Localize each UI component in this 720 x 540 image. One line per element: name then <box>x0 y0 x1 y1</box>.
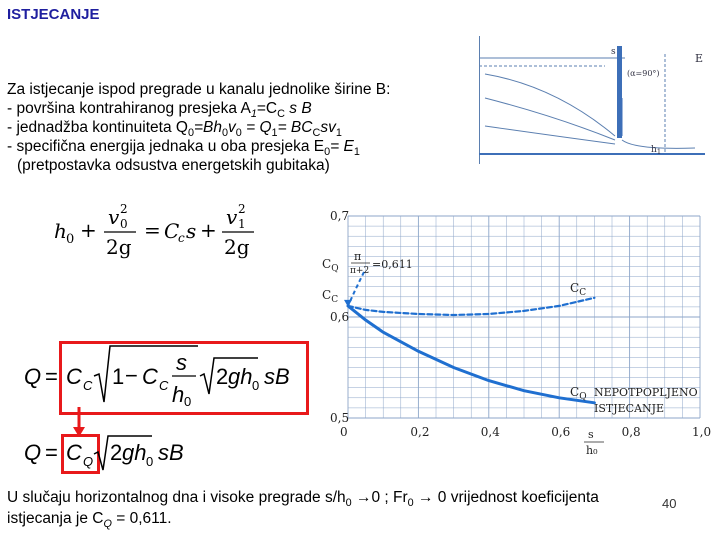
x-tick-label: 0,6 <box>551 425 571 439</box>
cq-curve-text2: ISTJECANJE <box>594 402 665 415</box>
x-tick-label: 0,2 <box>410 425 430 439</box>
y-tick-label: 0,6 <box>330 310 350 324</box>
bullet-area-rest: =C <box>256 100 278 117</box>
eq-v1: v <box>226 205 238 229</box>
diagram-h1-label: $h_1$ <box>651 145 662 156</box>
bullet-continuity-text: - jednadžba kontinuiteta Q <box>7 119 188 136</box>
eq-cc: C <box>164 219 180 243</box>
eq2-eq: = <box>45 364 58 389</box>
bc-t4: = BC <box>277 119 313 136</box>
eq2-h: h <box>172 382 185 407</box>
eq-plus: + <box>80 218 97 242</box>
bullet-area-sub1: 1 <box>250 108 257 121</box>
sluice-gate-diagram <box>455 36 717 166</box>
eq2-c2: C <box>142 364 158 389</box>
eq-h0: h <box>54 219 67 243</box>
eq3-eq: = <box>45 440 58 465</box>
eq3-gh: gh <box>122 440 147 465</box>
bullet-energy <box>7 137 360 159</box>
diagram-s-label: s <box>611 47 616 57</box>
bullet-area-text: - površina kontrahiranog presjeka A <box>7 100 251 117</box>
bullet-energy-text: - specifična energija jednaka u oba presjeka E <box>7 138 325 155</box>
bc-s1: 0 <box>187 127 194 140</box>
discharge-equation-cq <box>20 430 220 474</box>
xlabel-den: h₀ <box>586 444 598 457</box>
cq-axis-label: $C_Q$ <box>322 257 339 274</box>
cq-const-value: =0,611 <box>372 258 413 271</box>
eq2-h-sub: 0 <box>184 394 192 409</box>
eq-v0: v <box>108 205 120 229</box>
bullet-area <box>7 99 312 121</box>
eq-v0-sub: 0 <box>120 217 128 231</box>
coefficient-chart <box>318 200 720 462</box>
cc-axis-label: $C_C$ <box>322 288 339 305</box>
cq-curve-label: $C_Q$ <box>570 385 587 402</box>
bc-s5: C <box>312 127 321 140</box>
footer-l1-sub2: 0 <box>407 497 414 510</box>
eq-cc-sub: c <box>178 231 185 245</box>
slide-title: ISTJECANJE <box>7 6 100 23</box>
bc-s3: 0 <box>235 127 242 140</box>
eq2-gh: gh <box>228 364 253 389</box>
footer-l1-b: →0 ; Fr <box>351 489 408 506</box>
xlabel-num: s <box>588 428 594 441</box>
eq3-2: 2 <box>110 440 123 465</box>
eq2-2g: 2 <box>216 364 229 389</box>
x-tick-label: 1,0 <box>692 425 712 439</box>
x-tick-labels <box>340 425 711 439</box>
bc-s4: 1 <box>271 127 278 140</box>
bc-t1: =Bh <box>193 119 222 136</box>
eq-equals: = <box>144 218 161 242</box>
x-tick-label: 0 <box>340 425 348 439</box>
eq-2g-2: 2g <box>224 235 250 259</box>
be-s2: 1 <box>353 146 360 159</box>
footer-line2 <box>7 510 172 531</box>
footer-l2-sub: Q <box>103 518 112 531</box>
gate <box>617 46 622 138</box>
bullet-area-tail: s B <box>284 100 312 117</box>
be-t1: = E <box>330 138 354 155</box>
footer-l1-sub: 0 <box>345 497 352 510</box>
footer-l2-c: = 0,611. <box>111 510 172 527</box>
y-tick-label: 0,7 <box>330 209 350 223</box>
diagram-e-label: E <box>695 52 704 65</box>
bc-t5: sv <box>320 119 336 136</box>
cq-curve-text1: NEPOTPOPLJENO <box>594 386 698 399</box>
eq-v1-sub: 1 <box>238 217 246 231</box>
bc-t3: = Q <box>241 119 272 136</box>
eq3-q: Q <box>24 440 42 465</box>
footer-l2-a: istjecanja je C <box>7 510 104 527</box>
eq3-c: C <box>66 440 82 465</box>
eq2-s: s <box>176 350 187 375</box>
cc-curve-label: $C_C$ <box>570 281 587 298</box>
eq2-sb: sB <box>264 364 290 389</box>
x-tick-label: 0,8 <box>621 425 641 439</box>
diagram-left-axis <box>479 36 480 164</box>
bullet-area-sub2: C <box>277 108 285 121</box>
eq-2g-1: 2g <box>106 235 132 259</box>
eq3-gh-sub: 0 <box>146 454 154 469</box>
eq-plus2: + <box>200 218 217 242</box>
eq2-q: Q <box>24 364 42 389</box>
y-tick-labels <box>330 209 349 425</box>
bullet-continuity <box>7 118 342 140</box>
intro-line <box>7 80 390 99</box>
eq2-c: C <box>66 364 82 389</box>
streamline-2 <box>485 98 615 140</box>
page-number: 40 <box>662 496 677 511</box>
eq-h0-sub: 0 <box>66 232 75 247</box>
energy-equation <box>50 196 260 264</box>
bc-s6: 1 <box>335 127 342 140</box>
pi-label: π <box>354 250 362 263</box>
eq-v0-sup: 2 <box>120 202 128 216</box>
eq3-sb: sB <box>158 440 184 465</box>
be-s1: 0 <box>324 146 331 159</box>
footer-line1 <box>7 489 599 510</box>
footer-l1-c: → 0 vrijednost koeficijenta <box>413 489 599 506</box>
bc-t2: v <box>228 119 236 136</box>
discharge-equation-cc <box>20 340 305 412</box>
eq2-c-sub: C <box>83 378 93 393</box>
bullet-note <box>17 156 330 175</box>
eq2-minus: − <box>125 363 138 388</box>
diagram-angle-label: (α=90°) <box>627 69 660 78</box>
eq-s: s <box>186 219 197 243</box>
bc-s2: 0 <box>222 127 229 140</box>
intro-text: Za istjecanje ispod pregrade u kanalu jednolike širine B: <box>7 81 391 98</box>
x-tick-label: 0,4 <box>480 425 500 439</box>
bullet-note-text: (pretpostavka odsustva energetskih gubitaka) <box>17 157 330 174</box>
y-tick-label: 0,5 <box>330 411 350 425</box>
eq2-c2-sub: C <box>159 378 169 393</box>
streamline-3 <box>485 126 615 144</box>
eq-v1-sup: 2 <box>238 202 246 216</box>
streamline-1 <box>485 74 615 136</box>
eq2-gh-sub: 0 <box>252 378 260 393</box>
eq2-1: 1 <box>112 364 125 389</box>
eq3-c-sub: Q <box>83 454 94 469</box>
pi-den-label: π+2 <box>350 266 370 276</box>
footer-l1-a: U slučaju horizontalnog dna i visoke pregrade s/h <box>7 489 346 506</box>
